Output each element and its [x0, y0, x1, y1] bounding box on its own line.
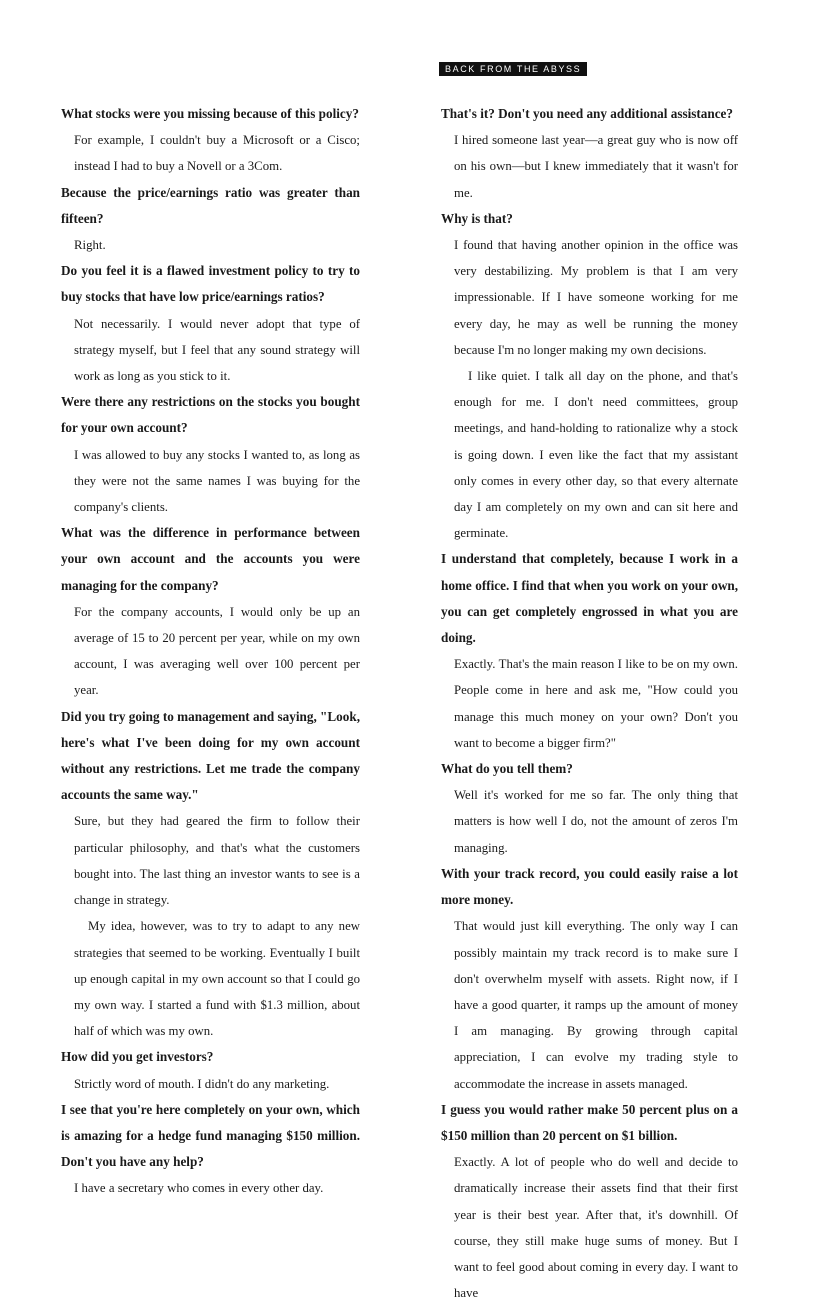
- left-column: [61, 101, 360, 1202]
- interview-answer: I have a secretary who comes in every other day.: [74, 1181, 324, 1196]
- interview-answer-paragraph: I like quiet. I talk all day on the phone, and that's enough for me. I don't need committees, group meetings, and hand-holding to rationalize why a stock is going down. I even like the fact that my assistant only comes in every other day, so that every alternate day I am completely on my own and can sit here and germinate.: [454, 369, 738, 541]
- interview-answer: Strictly word of mouth. I didn't do any marketing.: [74, 1076, 330, 1091]
- right-column: [441, 101, 738, 1306]
- running-head: BACK FROM THE ABYSS: [439, 62, 587, 76]
- interview-question: Were there any restrictions on the stocks you bought for your own account?: [61, 394, 360, 436]
- interview-answer: I hired someone last year—a great guy who is now off on his own—but I knew immediately that it wasn't for me.: [454, 133, 738, 200]
- interview-question: Because the price/earnings ratio was greater than fifteen?: [61, 184, 360, 226]
- interview-answer: Right.: [74, 238, 106, 253]
- interview-question: How did you get investors?: [61, 1049, 214, 1065]
- interview-question: What do you tell them?: [441, 761, 573, 777]
- interview-answer: For the company accounts, I would only be up an average of 15 to 20 percent per year, while on my own account, I was averaging well over 100 percent per year.: [74, 604, 360, 698]
- interview-question: What was the difference in performance between your own account and the accounts you were managing for the company?: [61, 525, 360, 593]
- interview-question: Did you try going to management and saying, "Look, here's what I've been doing for my own account without any restrictions. Let me trade the company accounts the same way.": [61, 708, 360, 803]
- interview-answer: For example, I couldn't buy a Microsoft or a Cisco; instead I had to buy a Novell or a 3Com.: [74, 133, 360, 174]
- interview-answer: I was allowed to buy any stocks I wanted to, as long as they were not the same names I was buying for the company's clients.: [74, 447, 360, 515]
- interview-answer: Sure, but they had geared the firm to follow their particular philosophy, and that's what the customers bought into. The last thing an investor wants to see is a change in strategy.: [74, 814, 360, 908]
- interview-question: What stocks were you missing because of this policy?: [61, 106, 359, 121]
- interview-answer: That would just kill everything. The only way I can possibly maintain my track record is to make sure I don't overwhelm myself with assets. Right now, if I have a good quarter, it ramps up the amount of money I am managing. By growing through capital appreciation, I can evolve my trading style to accommodate the increase in assets managed.: [454, 919, 738, 1091]
- interview-answer: Not necessarily. I would never adopt that type of strategy myself, but I feel that any sound strategy will work as long as you stick to it.: [74, 316, 360, 384]
- interview-answer: Exactly. That's the main reason I like to be on my own. People come in here and ask me, "How could you manage this much money on your own? Don't you want to become a bigger firm?": [454, 657, 738, 750]
- interview-question: I see that you're here completely on your own, which is amazing for a hedge fund managing $150 million. Don't you have any help?: [61, 1101, 360, 1170]
- interview-question: Do you feel it is a flawed investment policy to try to buy stocks that have low price/earnings ratios?: [61, 263, 360, 305]
- interview-answer: Well it's worked for me so far. The only thing that matters is how well I do, not the amount of zeros I'm managing.: [454, 788, 738, 855]
- interview-question: Why is that?: [441, 210, 513, 226]
- interview-question: I guess you would rather make 50 percent plus on a $150 million than 20 percent on $1 billion.: [441, 1101, 738, 1143]
- interview-answer: Exactly. A lot of people who do well and decide to dramatically increase their assets find that their first year is their best year. After that, it's downhill. Of course, they still make huge sums of money. But I want to feel good about coming in every day. I want to have: [454, 1155, 738, 1301]
- interview-question: With your track record, you could easily raise a lot more money.: [441, 865, 738, 908]
- interview-answer-paragraph: My idea, however, was to try to adapt to any new strategies that seemed to be working. Eventually I built up enough capital in my own account so that I could go my own way. I started a fund with $1.3 million, about half of which was my own.: [74, 919, 360, 1039]
- interview-question: I understand that completely, because I work in a home office. I find that when you work on your own, you can get completely engrossed in what you are doing.: [441, 551, 738, 646]
- interview-answer: I found that having another opinion in the office was very destabilizing. My problem is that I am very impressionable. If I have someone working for me every day, he may as well be running the money because I'm no longer making my own decisions.: [454, 238, 738, 357]
- interview-question: That's it? Don't you need any additional assistance?: [441, 106, 734, 121]
